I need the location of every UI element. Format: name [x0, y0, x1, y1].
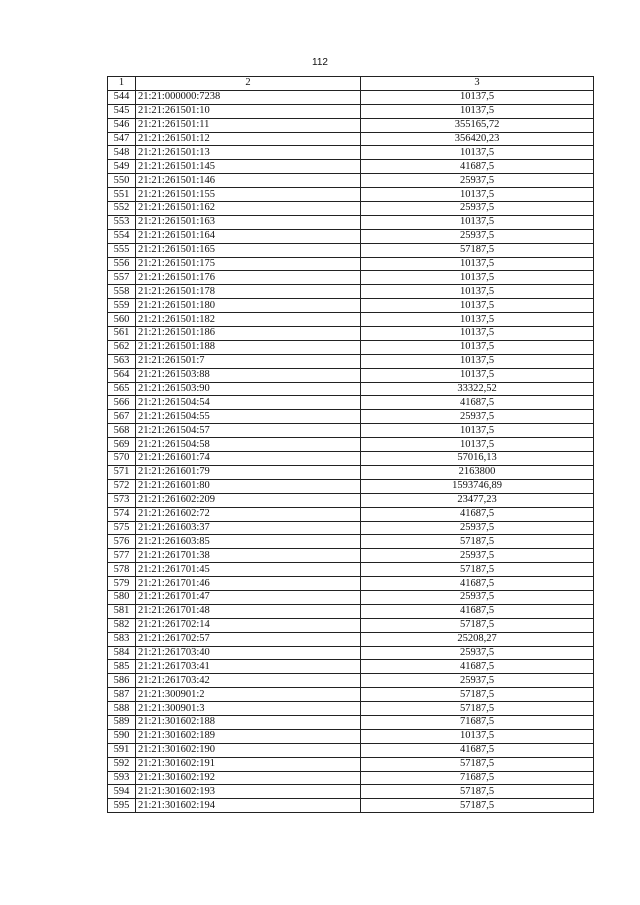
row-number-cell: 564 [108, 368, 136, 382]
value-cell: 23477,23 [361, 493, 594, 507]
value-cell: 2163800 [361, 465, 594, 479]
row-number-cell: 545 [108, 104, 136, 118]
value-cell: 25937,5 [361, 174, 594, 188]
table-row [108, 563, 594, 577]
value-cell: 57187,5 [361, 688, 594, 702]
table-row [108, 146, 594, 160]
cadastral-number-cell: 21:21:261703:40 [136, 646, 361, 660]
row-number-cell: 544 [108, 90, 136, 104]
cadastral-number-cell: 21:21:261501:155 [136, 188, 361, 202]
table-row [108, 465, 594, 479]
row-number-cell: 589 [108, 715, 136, 729]
row-number-cell: 588 [108, 702, 136, 716]
table-row [108, 90, 594, 104]
column-header: 3 [361, 77, 594, 91]
row-number-cell: 569 [108, 438, 136, 452]
cadastral-number-cell: 21:21:261504:58 [136, 438, 361, 452]
table-row [108, 299, 594, 313]
cadastral-number-cell: 21:21:000000:7238 [136, 90, 361, 104]
value-cell: 10137,5 [361, 188, 594, 202]
row-number-cell: 577 [108, 549, 136, 563]
cadastral-number-cell: 21:21:261701:38 [136, 549, 361, 563]
row-number-cell: 585 [108, 660, 136, 674]
value-cell: 57187,5 [361, 243, 594, 257]
table-row [108, 646, 594, 660]
cadastral-number-cell: 21:21:261501:7 [136, 354, 361, 368]
cadastral-number-cell: 21:21:261503:90 [136, 382, 361, 396]
table-row [108, 118, 594, 132]
cadastral-number-cell: 21:21:261501:188 [136, 340, 361, 354]
value-cell: 10137,5 [361, 215, 594, 229]
value-cell: 41687,5 [361, 577, 594, 591]
table-row [108, 493, 594, 507]
value-cell: 57187,5 [361, 702, 594, 716]
column-header: 1 [108, 77, 136, 91]
cadastral-number-cell: 21:21:261703:42 [136, 674, 361, 688]
table-row [108, 424, 594, 438]
cadastral-number-cell: 21:21:261501:182 [136, 313, 361, 327]
table-row [108, 674, 594, 688]
row-number-cell: 587 [108, 688, 136, 702]
cadastral-number-cell: 21:21:301602:190 [136, 743, 361, 757]
cadastral-number-cell: 21:21:261501:11 [136, 118, 361, 132]
table-row [108, 160, 594, 174]
table-row [108, 188, 594, 202]
value-cell: 25937,5 [361, 674, 594, 688]
table-row [108, 104, 594, 118]
table-row [108, 396, 594, 410]
value-cell: 25937,5 [361, 410, 594, 424]
value-cell: 10137,5 [361, 327, 594, 341]
cadastral-number-cell: 21:21:300901:3 [136, 702, 361, 716]
cadastral-number-cell: 21:21:261702:57 [136, 632, 361, 646]
value-cell: 41687,5 [361, 660, 594, 674]
row-number-cell: 572 [108, 479, 136, 493]
row-number-cell: 592 [108, 757, 136, 771]
cadastral-number-cell: 21:21:261601:74 [136, 452, 361, 466]
row-number-cell: 574 [108, 507, 136, 521]
value-cell: 57187,5 [361, 757, 594, 771]
cadastral-number-cell: 21:21:301602:193 [136, 785, 361, 799]
cadastral-number-cell: 21:21:261504:57 [136, 424, 361, 438]
value-cell: 25937,5 [361, 202, 594, 216]
value-cell: 10137,5 [361, 729, 594, 743]
table-row [108, 729, 594, 743]
value-cell: 57016,13 [361, 452, 594, 466]
row-number-cell: 594 [108, 785, 136, 799]
value-cell: 57187,5 [361, 618, 594, 632]
row-number-cell: 556 [108, 257, 136, 271]
table-row [108, 257, 594, 271]
table-body [108, 77, 594, 813]
value-cell: 355165,72 [361, 118, 594, 132]
value-cell: 25937,5 [361, 229, 594, 243]
value-cell: 10137,5 [361, 104, 594, 118]
table-row [108, 590, 594, 604]
value-cell: 41687,5 [361, 160, 594, 174]
table-row [108, 243, 594, 257]
value-cell: 10137,5 [361, 90, 594, 104]
cadastral-number-cell: 21:21:261501:165 [136, 243, 361, 257]
table-row [108, 452, 594, 466]
value-cell: 10137,5 [361, 340, 594, 354]
cadastral-number-cell: 21:21:261701:45 [136, 563, 361, 577]
row-number-cell: 548 [108, 146, 136, 160]
row-number-cell: 565 [108, 382, 136, 396]
table-row [108, 632, 594, 646]
value-cell: 71687,5 [361, 771, 594, 785]
row-number-cell: 566 [108, 396, 136, 410]
table-row [108, 799, 594, 813]
cadastral-number-cell: 21:21:261501:146 [136, 174, 361, 188]
row-number-cell: 586 [108, 674, 136, 688]
table-row [108, 507, 594, 521]
row-number-cell: 581 [108, 604, 136, 618]
row-number-cell: 560 [108, 313, 136, 327]
cadastral-number-cell: 21:21:261601:80 [136, 479, 361, 493]
table-row [108, 549, 594, 563]
row-number-cell: 579 [108, 577, 136, 591]
cadastral-number-cell: 21:21:261501:180 [136, 299, 361, 313]
page-number: 112 [312, 57, 328, 68]
value-cell: 10137,5 [361, 368, 594, 382]
value-cell: 10137,5 [361, 146, 594, 160]
cadastral-number-cell: 21:21:261702:14 [136, 618, 361, 632]
value-cell: 71687,5 [361, 715, 594, 729]
cadastral-number-cell: 21:21:301602:191 [136, 757, 361, 771]
cadastral-number-cell: 21:21:261501:176 [136, 271, 361, 285]
table-row [108, 618, 594, 632]
table-row [108, 479, 594, 493]
cadastral-number-cell: 21:21:261703:41 [136, 660, 361, 674]
value-cell: 1593746,89 [361, 479, 594, 493]
table-row [108, 271, 594, 285]
cadastral-number-cell: 21:21:261701:46 [136, 577, 361, 591]
table-row [108, 715, 594, 729]
cadastral-number-cell: 21:21:261504:55 [136, 410, 361, 424]
table-row [108, 327, 594, 341]
value-cell: 25208,27 [361, 632, 594, 646]
cadastral-number-cell: 21:21:301602:192 [136, 771, 361, 785]
value-cell: 41687,5 [361, 604, 594, 618]
value-cell: 41687,5 [361, 507, 594, 521]
row-number-cell: 562 [108, 340, 136, 354]
value-cell: 10137,5 [361, 438, 594, 452]
value-cell: 57187,5 [361, 799, 594, 813]
row-number-cell: 550 [108, 174, 136, 188]
table-header-row [108, 77, 594, 91]
value-cell: 25937,5 [361, 549, 594, 563]
value-cell: 10137,5 [361, 285, 594, 299]
row-number-cell: 553 [108, 215, 136, 229]
row-number-cell: 590 [108, 729, 136, 743]
row-number-cell: 558 [108, 285, 136, 299]
row-number-cell: 584 [108, 646, 136, 660]
row-number-cell: 555 [108, 243, 136, 257]
table-row [108, 215, 594, 229]
value-cell: 57187,5 [361, 785, 594, 799]
table-row [108, 785, 594, 799]
cadastral-number-cell: 21:21:261501:145 [136, 160, 361, 174]
cadastral-number-cell: 21:21:261501:10 [136, 104, 361, 118]
row-number-cell: 547 [108, 132, 136, 146]
cadastral-number-cell: 21:21:261603:85 [136, 535, 361, 549]
row-number-cell: 568 [108, 424, 136, 438]
value-cell: 33322,52 [361, 382, 594, 396]
row-number-cell: 570 [108, 452, 136, 466]
table-row [108, 438, 594, 452]
value-cell: 10137,5 [361, 354, 594, 368]
cadastral-number-cell: 21:21:261501:186 [136, 327, 361, 341]
cadastral-number-cell: 21:21:261701:48 [136, 604, 361, 618]
row-number-cell: 554 [108, 229, 136, 243]
value-cell: 25937,5 [361, 521, 594, 535]
cadastral-number-cell: 21:21:261501:12 [136, 132, 361, 146]
table-row [108, 660, 594, 674]
data-table [107, 76, 594, 813]
value-cell: 41687,5 [361, 396, 594, 410]
value-cell: 10137,5 [361, 313, 594, 327]
cadastral-number-cell: 21:21:261501:163 [136, 215, 361, 229]
row-number-cell: 546 [108, 118, 136, 132]
cadastral-number-cell: 21:21:261602:209 [136, 493, 361, 507]
cadastral-number-cell: 21:21:261501:175 [136, 257, 361, 271]
row-number-cell: 552 [108, 202, 136, 216]
value-cell: 41687,5 [361, 743, 594, 757]
cadastral-number-cell: 21:21:261602:72 [136, 507, 361, 521]
row-number-cell: 580 [108, 590, 136, 604]
table-row [108, 202, 594, 216]
row-number-cell: 591 [108, 743, 136, 757]
table-row [108, 604, 594, 618]
cadastral-number-cell: 21:21:261701:47 [136, 590, 361, 604]
table-row [108, 174, 594, 188]
row-number-cell: 561 [108, 327, 136, 341]
table-row [108, 771, 594, 785]
value-cell: 10137,5 [361, 257, 594, 271]
cadastral-number-cell: 21:21:261504:54 [136, 396, 361, 410]
row-number-cell: 582 [108, 618, 136, 632]
table-row [108, 688, 594, 702]
row-number-cell: 573 [108, 493, 136, 507]
cadastral-number-cell: 21:21:301602:194 [136, 799, 361, 813]
cadastral-number-cell: 21:21:261501:162 [136, 202, 361, 216]
cadastral-number-cell: 21:21:261501:178 [136, 285, 361, 299]
row-number-cell: 576 [108, 535, 136, 549]
row-number-cell: 567 [108, 410, 136, 424]
table-row [108, 354, 594, 368]
table-row [108, 521, 594, 535]
cadastral-number-cell: 21:21:261503:88 [136, 368, 361, 382]
value-cell: 356420,23 [361, 132, 594, 146]
table-row [108, 313, 594, 327]
value-cell: 10137,5 [361, 271, 594, 285]
row-number-cell: 595 [108, 799, 136, 813]
cadastral-number-cell: 21:21:301602:188 [136, 715, 361, 729]
value-cell: 57187,5 [361, 535, 594, 549]
table-row [108, 535, 594, 549]
column-header: 2 [136, 77, 361, 91]
cadastral-number-cell: 21:21:300901:2 [136, 688, 361, 702]
table-row [108, 577, 594, 591]
table-row [108, 285, 594, 299]
value-cell: 25937,5 [361, 646, 594, 660]
table-row [108, 368, 594, 382]
row-number-cell: 583 [108, 632, 136, 646]
row-number-cell: 578 [108, 563, 136, 577]
table-row [108, 743, 594, 757]
row-number-cell: 551 [108, 188, 136, 202]
row-number-cell: 549 [108, 160, 136, 174]
value-cell: 10137,5 [361, 299, 594, 313]
cadastral-number-cell: 21:21:261601:79 [136, 465, 361, 479]
cadastral-number-cell: 21:21:261501:164 [136, 229, 361, 243]
row-number-cell: 571 [108, 465, 136, 479]
cadastral-number-cell: 21:21:261501:13 [136, 146, 361, 160]
cadastral-number-cell: 21:21:301602:189 [136, 729, 361, 743]
table-row [108, 340, 594, 354]
row-number-cell: 557 [108, 271, 136, 285]
row-number-cell: 575 [108, 521, 136, 535]
value-cell: 25937,5 [361, 590, 594, 604]
table-row [108, 382, 594, 396]
table-row [108, 410, 594, 424]
table-row [108, 702, 594, 716]
row-number-cell: 559 [108, 299, 136, 313]
row-number-cell: 563 [108, 354, 136, 368]
value-cell: 10137,5 [361, 424, 594, 438]
cadastral-number-cell: 21:21:261603:37 [136, 521, 361, 535]
table-row [108, 757, 594, 771]
table-row [108, 132, 594, 146]
table-row [108, 229, 594, 243]
value-cell: 57187,5 [361, 563, 594, 577]
row-number-cell: 593 [108, 771, 136, 785]
